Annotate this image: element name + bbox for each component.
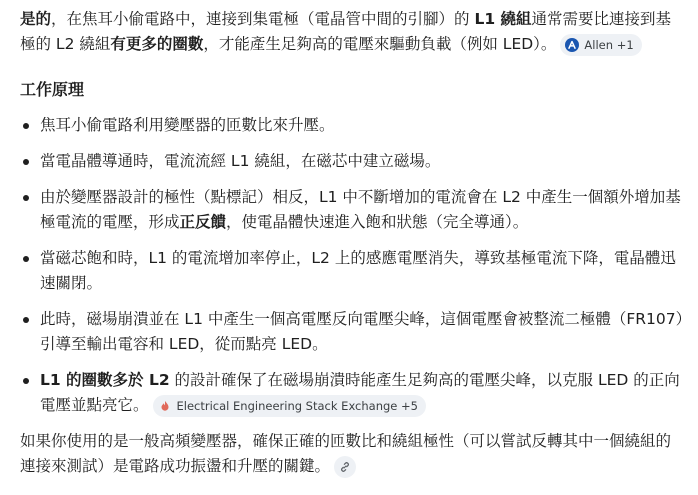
list-item xyxy=(20,368,686,418)
intro-text-3: ，才能產生足夠高的電壓來驅動負載（例如 LED）。 xyxy=(203,35,557,53)
list-item xyxy=(20,149,686,174)
bullet-5-text: 此時，磁場崩潰並在 L1 中產生一個高電壓反向電壓尖峰，這個電壓會被整流二極體（FR107）引導至輸出電容和 LED，從而點亮 LED。 xyxy=(40,310,684,353)
link-icon xyxy=(339,461,351,473)
intro-text-1: ，在焦耳小偷電路中，連接到集電極（電晶管中間的引腳）的 xyxy=(51,10,475,28)
intro-bold-l1: L1 繞組 xyxy=(474,10,532,28)
bullet-4-text: 當磁芯飽和時，L1 的電流增加率停止，L2 上的感應電壓消失，導致基極電流下降，電晶體迅速關閉。 xyxy=(40,249,676,292)
source-chip-ee-label: Electrical Engineering Stack Exchange +5 xyxy=(176,398,418,413)
intro-bold-yes: 是的 xyxy=(20,10,52,28)
closing-text: 如果你使用的是一般高頻變壓器，確保正確的匝數比和繞組極性（可以嘗試反轉其中一個繞組的連接來測試）是電路成功振盪和升壓的關鍵。 xyxy=(20,432,672,475)
bullet-3-text-1: 由於變壓器設計的極性（點標記）相反，L1 中不斷增加的電流會在 L2 中產生一個額外增加基極電流的電壓，形成 xyxy=(40,188,681,231)
list-item xyxy=(20,307,686,357)
bullet-list xyxy=(20,113,686,418)
link-chip[interactable] xyxy=(334,456,356,478)
closing-paragraph xyxy=(20,429,686,479)
intro-paragraph xyxy=(20,7,686,57)
source-chip-ee-stackexchange[interactable] xyxy=(153,395,426,417)
allen-logo-icon xyxy=(565,38,579,52)
bullet-3-bold: 正反饋 xyxy=(179,213,227,231)
intro-text-2: 通常需要比連接到基極的 L2 繞組 xyxy=(20,10,672,53)
list-item xyxy=(20,246,686,296)
bullet-1-text: 焦耳小偷電路利用變壓器的匝數比來升壓。 xyxy=(40,116,335,134)
bullet-6-text: 的設計確保了在磁場崩潰時能產生足夠高的電壓尖峰，以克服 LED 的正向電壓並點亮它。 xyxy=(40,371,680,414)
bullet-2-text: 當電晶體導通時，電流流經 L1 繞組，在磁芯中建立磁場。 xyxy=(40,152,441,170)
source-chip-allen-label: Allen +1 xyxy=(584,37,634,52)
list-item xyxy=(20,113,686,138)
bullet-3-text-2: ，使電晶體快速進入飽和狀態（完全導通）。 xyxy=(226,213,529,231)
bullet-6-bold: L1 的圈數多於 L2 xyxy=(40,371,170,389)
intro-bold-more-turns: 有更多的圈數 xyxy=(110,35,204,53)
stackexchange-logo-icon xyxy=(158,399,172,413)
list-item xyxy=(20,185,686,235)
source-chip-allen[interactable] xyxy=(560,34,641,56)
section-heading: 工作原理 xyxy=(20,80,85,99)
